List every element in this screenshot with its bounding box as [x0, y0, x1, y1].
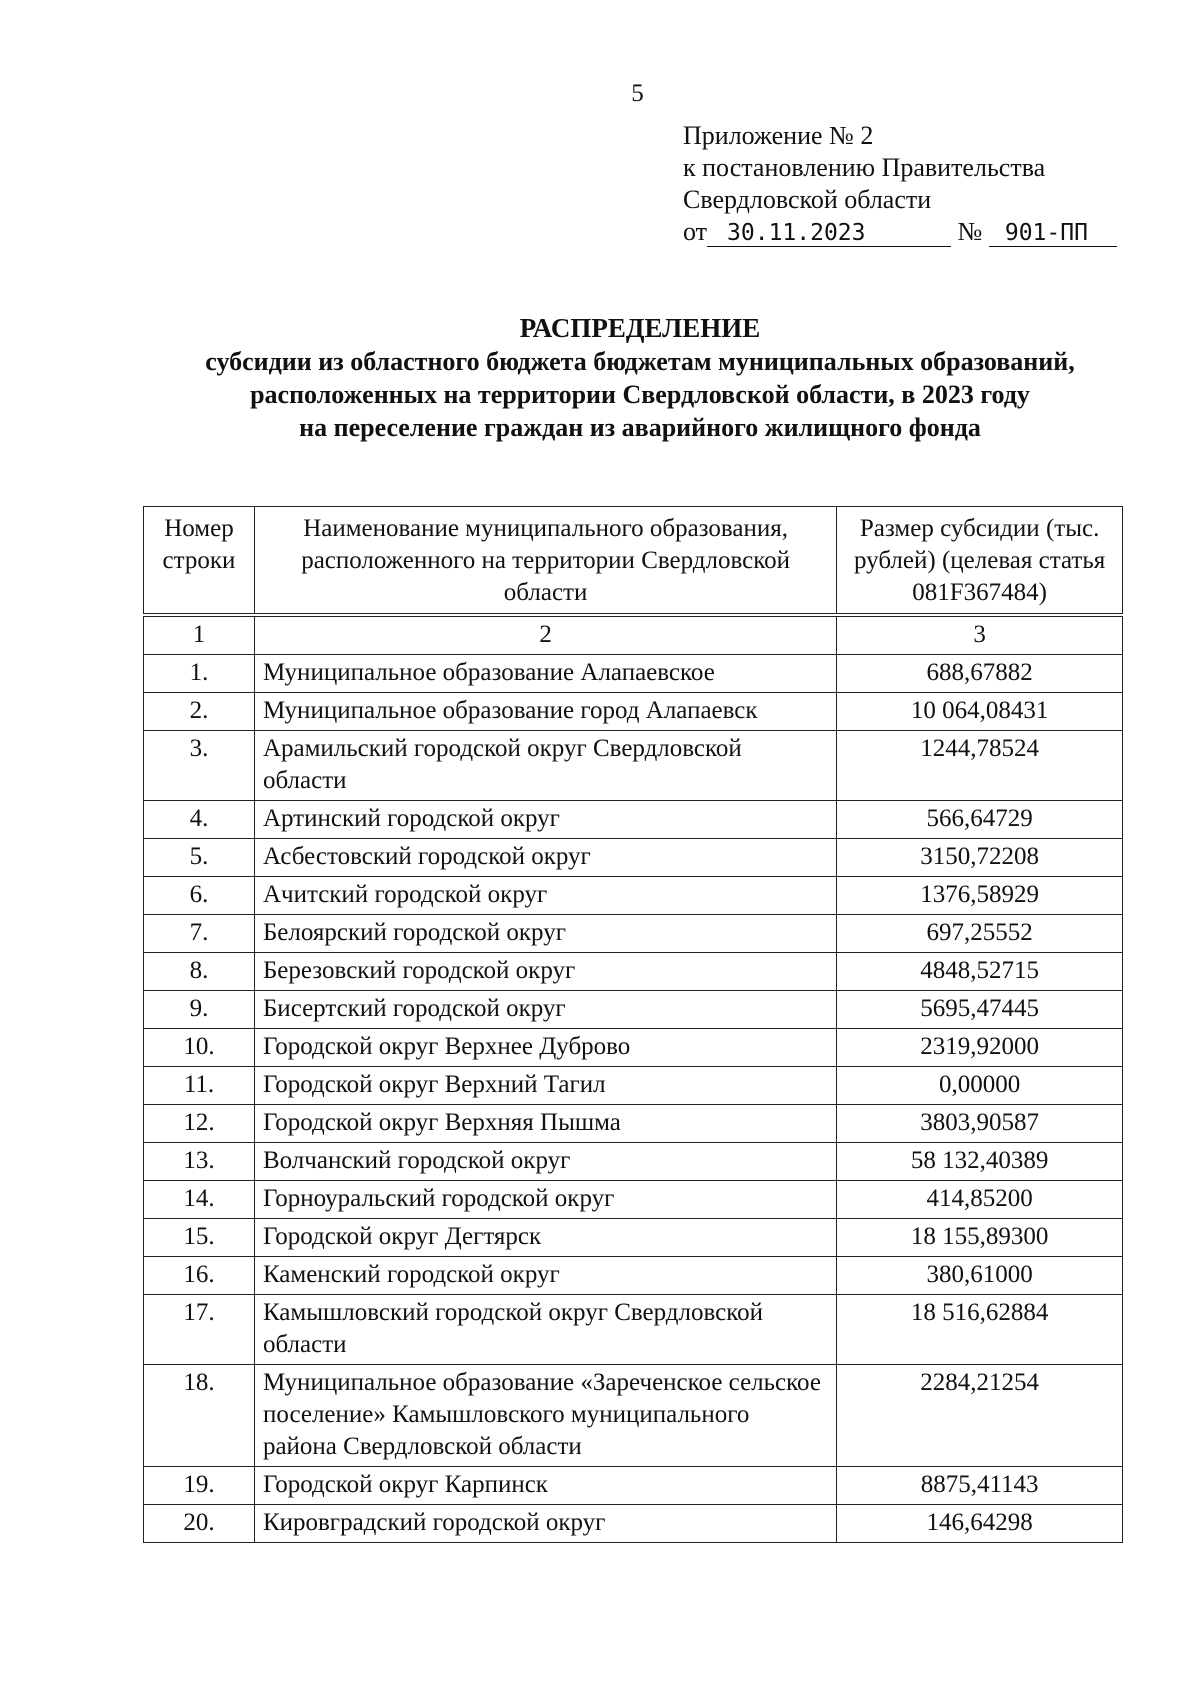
- municipality-name-cell: Ачитский городской округ: [254, 877, 836, 915]
- municipality-name-cell: Городской округ Верхнее Дуброво: [254, 1029, 836, 1067]
- title-heading: РАСПРЕДЕЛЕНИЕ: [519, 313, 761, 343]
- row-number-cell: 6.: [144, 877, 255, 915]
- table-row: [144, 915, 1123, 953]
- column-number: 2: [254, 615, 836, 655]
- table-row: [144, 839, 1123, 877]
- municipality-name-cell: Муниципальное образование «Зареченское сельское поселение» Камышловского муниципального района Свердловской области: [254, 1365, 836, 1467]
- title-line-2: расположенных на территории Свердловской области, в 2023 году: [250, 380, 1030, 409]
- subsidy-table: [143, 506, 1123, 1543]
- subsidy-amount-cell: 0,00000: [837, 1067, 1123, 1105]
- row-number-cell: 13.: [144, 1143, 255, 1181]
- subsidy-amount-cell: 58 132,40389: [837, 1143, 1123, 1181]
- subsidy-amount-cell: 2284,21254: [837, 1365, 1123, 1467]
- row-number-cell: 1.: [144, 655, 255, 693]
- municipality-name-cell: Асбестовский городской округ: [254, 839, 836, 877]
- municipality-name-cell: Городской округ Дегтярск: [254, 1219, 836, 1257]
- table-row: [144, 991, 1123, 1029]
- subsidy-amount-cell: 1376,58929: [837, 877, 1123, 915]
- subsidy-amount-cell: 2319,92000: [837, 1029, 1123, 1067]
- header-subsidy-amount: Размер субсидии (тыс. рублей) (целевая статья 081F367484): [837, 507, 1123, 616]
- column-number-row: [144, 615, 1123, 655]
- municipality-name-cell: Бисертский городской округ: [254, 991, 836, 1029]
- row-number-cell: 8.: [144, 953, 255, 991]
- table-row: [144, 1029, 1123, 1067]
- row-number-cell: 10.: [144, 1029, 255, 1067]
- row-number-cell: 16.: [144, 1257, 255, 1295]
- subsidy-amount-cell: 3150,72208: [837, 839, 1123, 877]
- row-number-cell: 7.: [144, 915, 255, 953]
- subsidy-amount-cell: 8875,41143: [837, 1467, 1123, 1505]
- column-number: 3: [837, 615, 1123, 655]
- row-number-cell: 4.: [144, 801, 255, 839]
- table-row: [144, 1467, 1123, 1505]
- table-row: [144, 693, 1123, 731]
- table-row: [144, 953, 1123, 991]
- municipality-name-cell: Муниципальное образование Алапаевское: [254, 655, 836, 693]
- row-number-cell: 15.: [144, 1219, 255, 1257]
- municipality-name-cell: Городской округ Верхняя Пышма: [254, 1105, 836, 1143]
- subsidy-amount-cell: 4848,52715: [837, 953, 1123, 991]
- appendix-region: Свердловской области: [683, 185, 932, 214]
- date-prefix: от: [683, 217, 708, 246]
- municipality-name-cell: Арамильский городской округ Свердловской области: [254, 731, 836, 801]
- column-number: 1: [144, 615, 255, 655]
- municipality-name-cell: Городской округ Верхний Тагил: [254, 1067, 836, 1105]
- decree-number: 901-ПП: [989, 220, 1117, 247]
- subsidy-amount-cell: 5695,47445: [837, 991, 1123, 1029]
- subsidy-amount-cell: 688,67882: [837, 655, 1123, 693]
- table-row: [144, 1181, 1123, 1219]
- municipality-name-cell: Волчанский городской округ: [254, 1143, 836, 1181]
- row-number-cell: 9.: [144, 991, 255, 1029]
- decree-date: 30.11.2023: [707, 220, 951, 247]
- table-row: [144, 1105, 1123, 1143]
- municipality-name-cell: Белоярский городской округ: [254, 915, 836, 953]
- table-row: [144, 731, 1123, 801]
- row-number-cell: 5.: [144, 839, 255, 877]
- municipality-name-cell: Городской округ Карпинск: [254, 1467, 836, 1505]
- municipality-name-cell: Камышловский городской округ Свердловской области: [254, 1295, 836, 1365]
- row-number-cell: 20.: [144, 1505, 255, 1543]
- subsidy-amount-cell: 18 516,62884: [837, 1295, 1123, 1365]
- table-row: [144, 1143, 1123, 1181]
- table-row: [144, 877, 1123, 915]
- appendix-title: Приложение № 2: [683, 121, 874, 150]
- table-row: [144, 655, 1123, 693]
- municipality-name-cell: Березовский городской округ: [254, 953, 836, 991]
- subsidy-amount-cell: 1244,78524: [837, 731, 1123, 801]
- header-municipality: Наименование муниципального образования, расположенного на территории Свердловской области: [254, 507, 836, 616]
- table-row: [144, 1505, 1123, 1543]
- table-row: [144, 1219, 1123, 1257]
- row-number-cell: 3.: [144, 731, 255, 801]
- row-number-cell: 18.: [144, 1365, 255, 1467]
- subsidy-amount-cell: 566,64729: [837, 801, 1123, 839]
- subsidy-amount-cell: 3803,90587: [837, 1105, 1123, 1143]
- appendix-reference: к постановлению Правительства: [683, 153, 1046, 182]
- decree-line: [683, 216, 1117, 248]
- appendix-block: [683, 120, 1117, 248]
- subsidy-amount-cell: 414,85200: [837, 1181, 1123, 1219]
- row-number-cell: 17.: [144, 1295, 255, 1365]
- row-number-cell: 12.: [144, 1105, 255, 1143]
- municipality-name-cell: Муниципальное образование город Алапаевск: [254, 693, 836, 731]
- municipality-name-cell: Кировградский городской округ: [254, 1505, 836, 1543]
- header-row-number: Номер строки: [144, 507, 255, 616]
- table-row: [144, 1257, 1123, 1295]
- municipality-name-cell: Артинский городской округ: [254, 801, 836, 839]
- municipality-name-cell: Горноуральский городской округ: [254, 1181, 836, 1219]
- number-prefix: №: [957, 217, 983, 246]
- table-row: [144, 1295, 1123, 1365]
- row-number-cell: 11.: [144, 1067, 255, 1105]
- title-line-1: субсидии из областного бюджета бюджетам муниципальных образований,: [205, 347, 1075, 376]
- document-title: [0, 312, 1200, 444]
- municipality-name-cell: Каменский городской округ: [254, 1257, 836, 1295]
- subsidy-amount-cell: 380,61000: [837, 1257, 1123, 1295]
- table-header-row: [144, 507, 1123, 616]
- row-number-cell: 14.: [144, 1181, 255, 1219]
- row-number-cell: 2.: [144, 693, 255, 731]
- subsidy-amount-cell: 18 155,89300: [837, 1219, 1123, 1257]
- subsidy-amount-cell: 697,25552: [837, 915, 1123, 953]
- table-row: [144, 1067, 1123, 1105]
- subsidy-amount-cell: 146,64298: [837, 1505, 1123, 1543]
- title-line-3: на переселение граждан из аварийного жилищного фонда: [299, 413, 981, 442]
- table-row: [144, 1365, 1123, 1467]
- subsidy-amount-cell: 10 064,08431: [837, 693, 1123, 731]
- row-number-cell: 19.: [144, 1467, 255, 1505]
- page-number: 5: [631, 80, 644, 107]
- table-row: [144, 801, 1123, 839]
